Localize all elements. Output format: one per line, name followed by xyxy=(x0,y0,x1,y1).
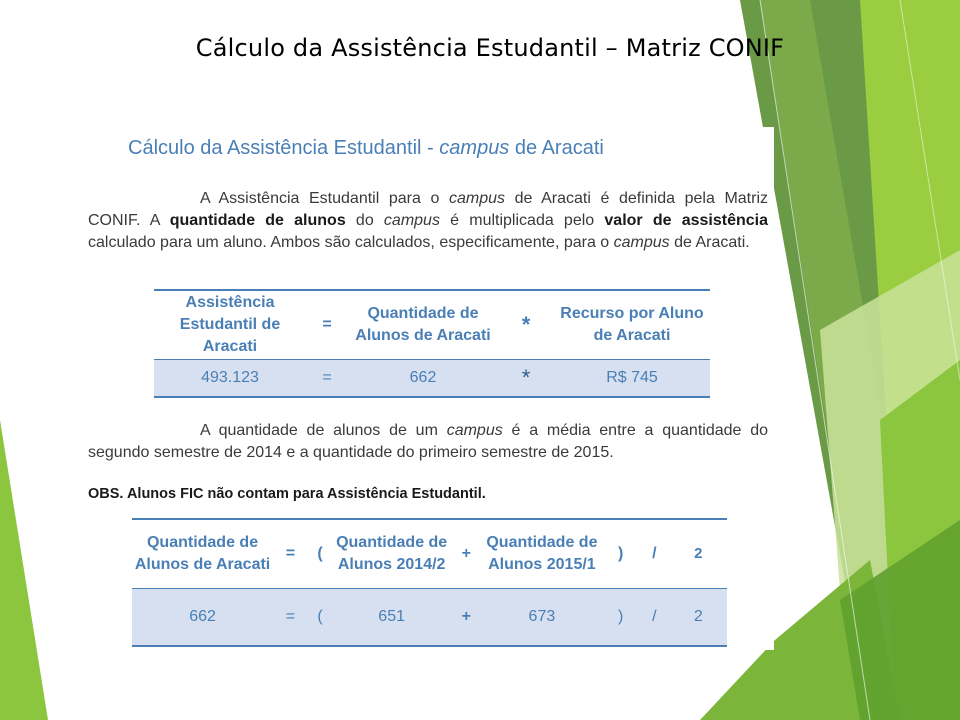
header-equals: = xyxy=(306,290,348,359)
header-multiply: * xyxy=(498,290,554,359)
value-divide: / xyxy=(639,588,670,646)
quantity-header-row xyxy=(132,519,727,588)
slide-title: Cálculo da Assistência Estudantil – Matriz CONIF xyxy=(195,34,785,62)
value-equals-2: = xyxy=(273,588,308,646)
obs-note: OBS. Alunos FIC não contam para Assistência Estudantil. xyxy=(88,486,486,502)
header-plus: + xyxy=(451,519,482,588)
formula-value-row xyxy=(154,359,710,397)
value-plus: + xyxy=(451,588,482,646)
value-assistencia: 493.123 xyxy=(154,359,306,397)
value-quantidade-aracati: 662 xyxy=(132,588,273,646)
formula-header-row xyxy=(154,290,710,359)
value-equals: = xyxy=(306,359,348,397)
header-quantidade-alunos: Quantidade de Alunos de Aracati xyxy=(348,290,498,359)
header-divisor: 2 xyxy=(670,519,727,588)
value-close-paren: ) xyxy=(602,588,639,646)
header-quantidade-aracati: Quantidade de Alunos de Aracati xyxy=(132,519,273,588)
quantity-value-row xyxy=(132,588,727,646)
value-alunos-2015: 673 xyxy=(482,588,603,646)
header-recurso-aluno: Recurso por Aluno de Aracati xyxy=(554,290,710,359)
value-quantidade: 662 xyxy=(348,359,498,397)
paragraph-2: A quantidade de alunos de um campus é a média entre a quantidade do segundo semestre de 2014 e a quantidade do primeiro semestre de 2015. xyxy=(88,422,769,461)
header-close-paren: ) xyxy=(602,519,639,588)
value-multiply: * xyxy=(498,359,554,397)
header-equals-2: = xyxy=(273,519,308,588)
header-alunos-2015: Quantidade de Alunos 2015/1 xyxy=(482,519,603,588)
value-open-paren: ( xyxy=(308,588,333,646)
left-green-wedge xyxy=(0,420,48,720)
header-alunos-2014: Quantidade de Alunos 2014/2 xyxy=(332,519,451,588)
header-open-paren: ( xyxy=(308,519,333,588)
value-alunos-2014: 651 xyxy=(332,588,451,646)
header-divide: / xyxy=(639,519,670,588)
document-title: Cálculo da Assistência Estudantil - campus de Aracati xyxy=(128,137,604,159)
value-recurso: R$ 745 xyxy=(554,359,710,397)
assistance-formula-table xyxy=(154,289,710,398)
value-divisor: 2 xyxy=(670,588,727,646)
document-panel xyxy=(78,127,774,650)
header-assistencia: Assistência Estudantil de Aracati xyxy=(154,290,306,359)
paragraph-1: A Assistência Estudantil para o campus de Aracati é definida pela Matriz CONIF. A quantidade de alunos do campus é multiplicada pelo valor de assistência calculado para um aluno. Ambos são calculados, especificamente, para o campus de Aracati. xyxy=(88,190,768,251)
student-quantity-table xyxy=(132,518,727,647)
